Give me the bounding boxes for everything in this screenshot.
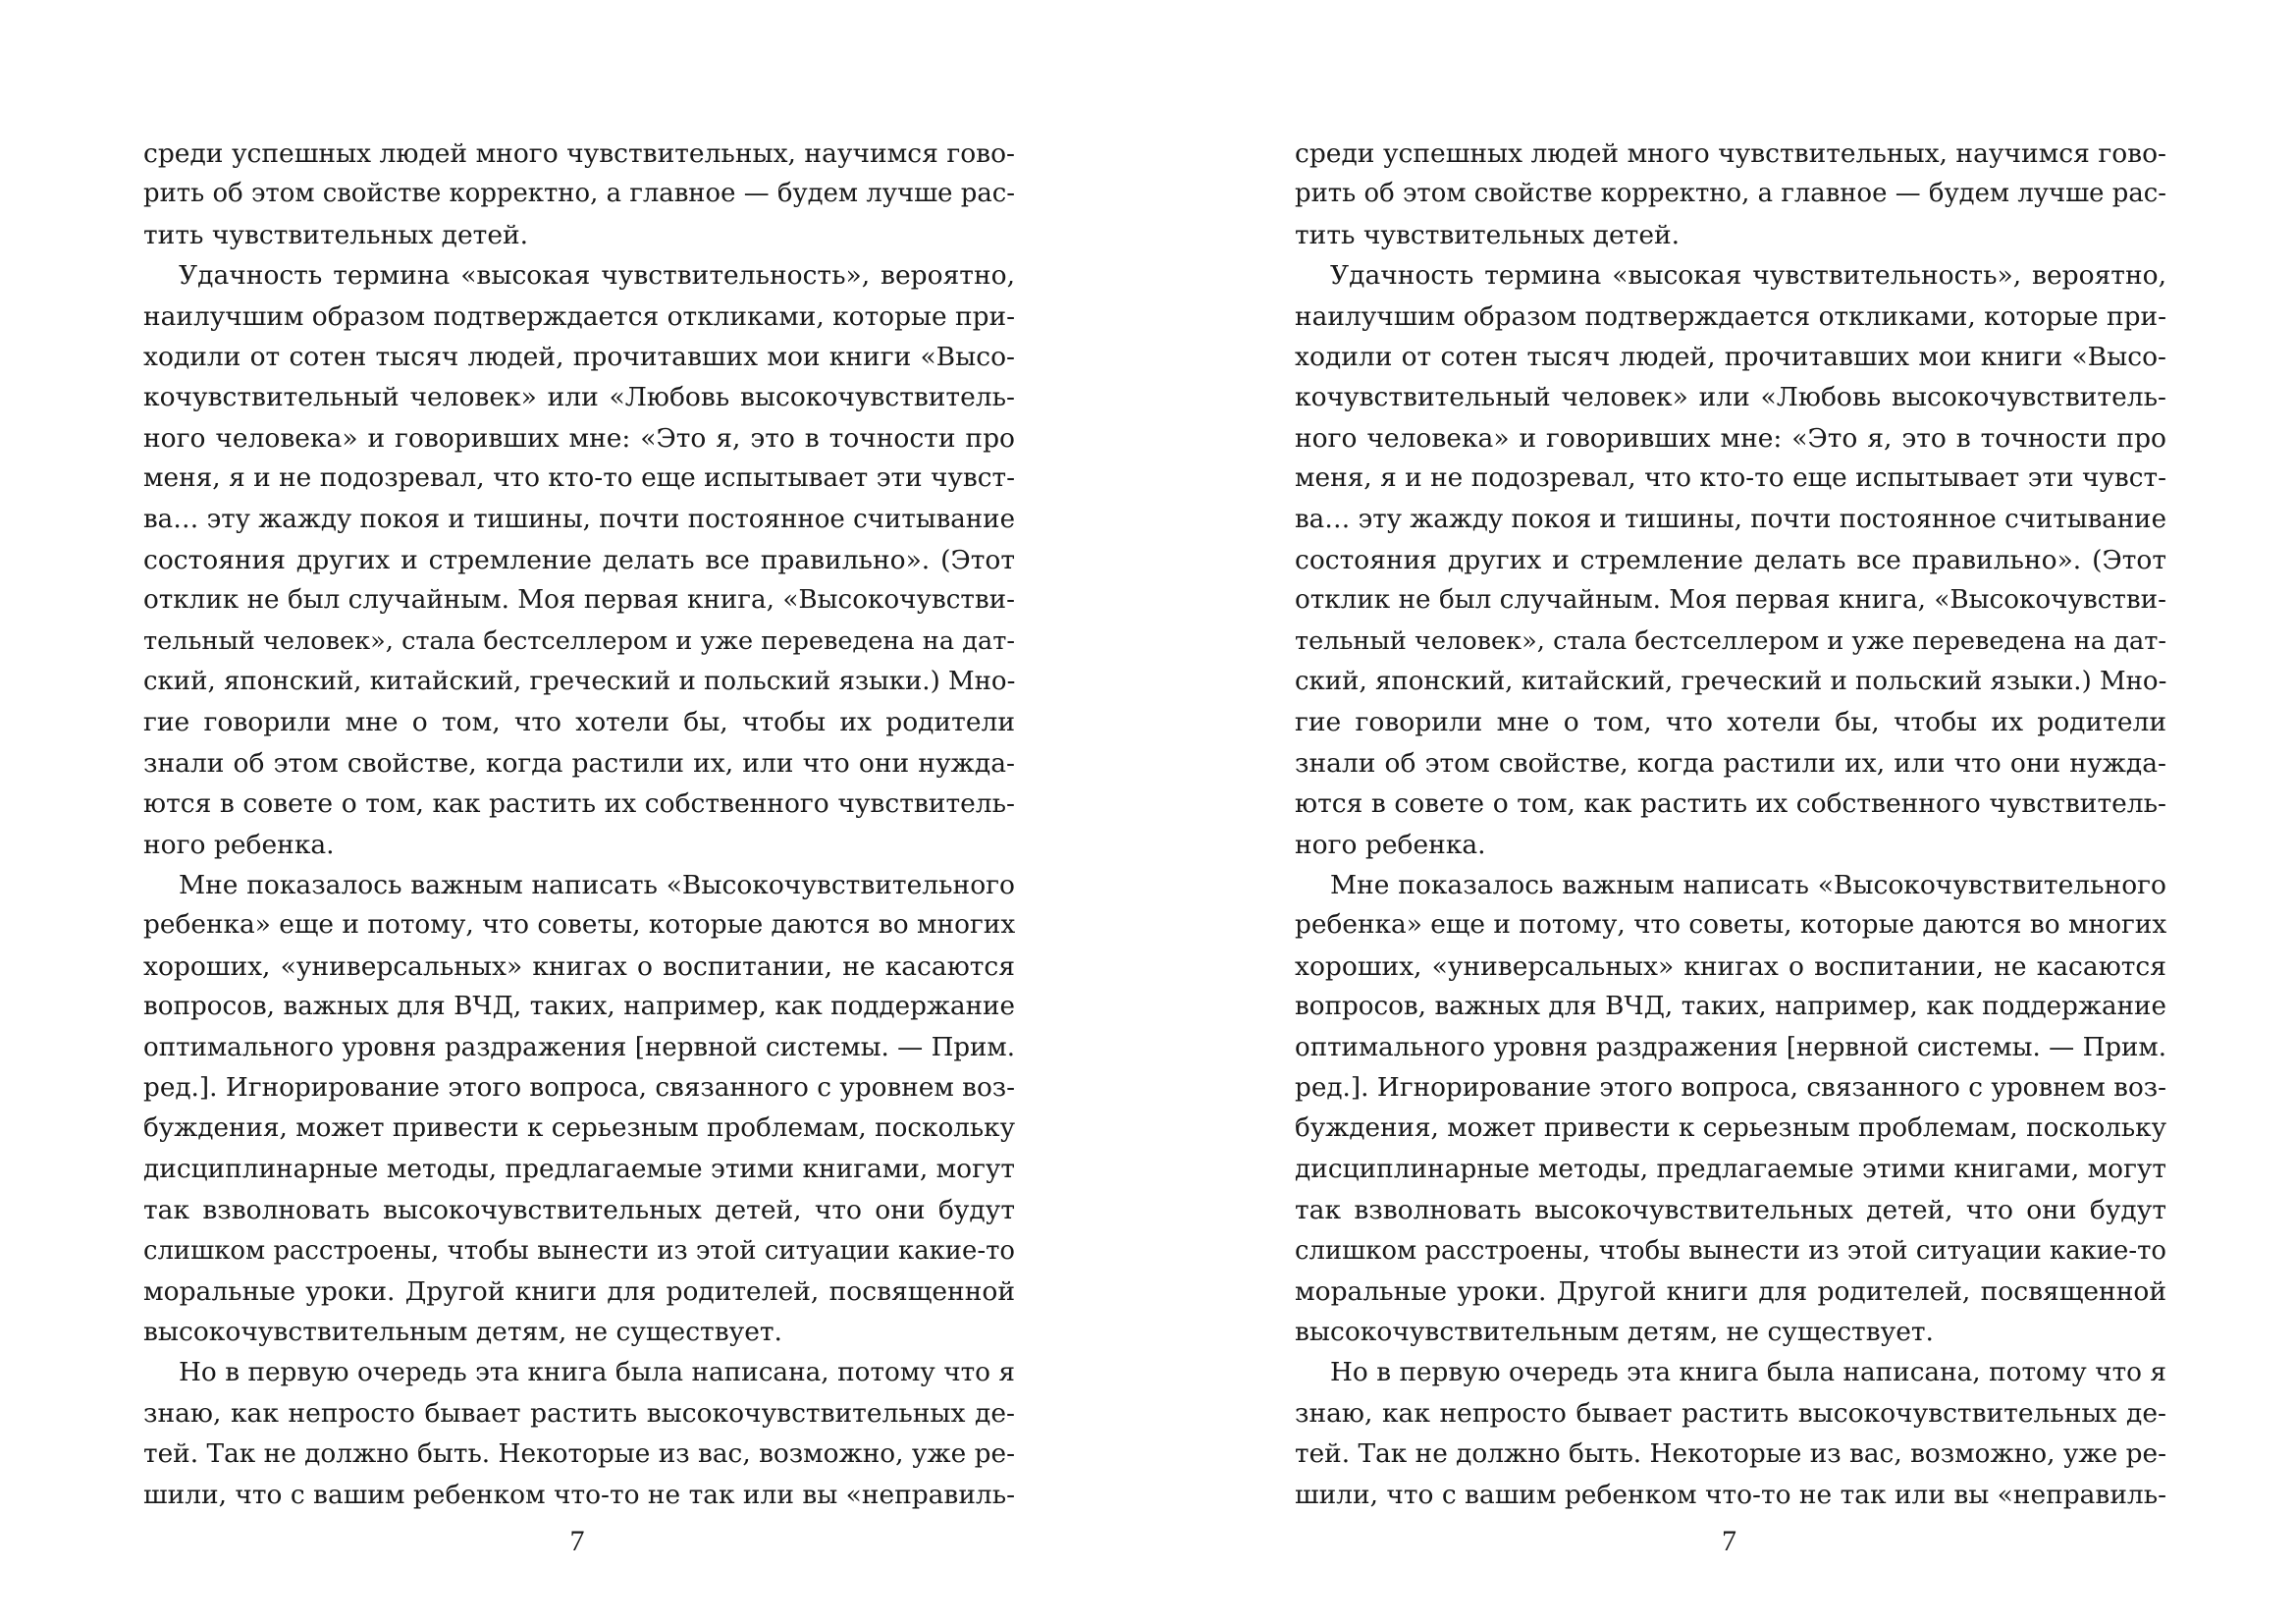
text-line: оптимального уровня раздражения [нервной системы. — Прим. [143, 1032, 1015, 1062]
text-line: гие говорили мне о том, что хотели бы, чтобы их родители [1295, 707, 2166, 738]
text-line: оптимального уровня раздражения [нервной системы. — Прим. [1295, 1032, 2166, 1062]
text-line: ский, японский, китайский, греческий и польский языки.) Мно- [1295, 667, 2167, 697]
text-line: Удачность термина «высокая чувствительность», вероятно, [179, 260, 1015, 292]
text-line: вопросов, важных для ВЧД, таких, например, как поддержание [143, 992, 1015, 1022]
text-line: ного ребенка. [143, 829, 335, 860]
text-line: рить об этом свойстве корректно, а главное — будем лучше рас- [1295, 179, 2166, 209]
right-page-body-text [1295, 134, 2166, 1515]
text-line: дисциплинарные методы, предлагаемые этими книгами, могут [1295, 1154, 2166, 1184]
text-line: знаю, как непросто бывает растить высокочувствительных де- [1295, 1398, 2166, 1430]
text-line: ного человека» и говоривших мне: «Это я, это в точности про [1295, 422, 2166, 454]
text-line: отклик не был случайным. Моя первая книга, «Высокочувстви- [143, 585, 1015, 616]
text-line: меня, я и не подозревал, что кто-то еще испытывает эти чувст- [143, 463, 1015, 494]
text-line: ходили от сотен тысяч людей, прочитавших мои книги «Высо- [143, 341, 1015, 372]
text-line: так взволновать высокочувствительных детей, что они будут [1295, 1195, 2166, 1226]
text-line: знали об этом свойстве, когда растили их, или что они нужда- [1295, 747, 2166, 779]
text-line: состояния других и стремление делать все правильно». (Этот [1295, 544, 2166, 575]
text-line: отклик не был случайным. Моя первая книга, «Высокочувстви- [1295, 585, 2166, 616]
text-line: шили, что с вашим ребенком что-то не так или вы «неправиль- [143, 1479, 1016, 1510]
text-line: слишком расстроены, чтобы вынести из этой ситуации какие-то [143, 1235, 1015, 1266]
left-page-body-text [143, 134, 1015, 1515]
text-line: знали об этом свойстве, когда растили их, или что они нужда- [143, 747, 1015, 779]
text-line: тить чувствительных детей. [1295, 219, 1681, 250]
text-line: тей. Так не должно быть. Некоторые из вас, возможно, уже ре- [1295, 1438, 2166, 1469]
text-line: ред.]. Игнорирование этого вопроса, связанного с уровнем воз- [143, 1072, 1015, 1103]
text-line: кочувствительный человек» или «Любовь высокочувствитель- [143, 382, 1015, 413]
text-line: буждения, может привести к серьезным проблемам, поскольку [143, 1113, 1015, 1144]
text-line: моральные уроки. Другой книги для родителей, посвященной [143, 1275, 1015, 1307]
text-line: хороших, «универсальных» книгах о воспитании, не касаются [143, 950, 1015, 982]
text-line: тельный человек», стала бестселлером и уже переведена на дат- [1295, 625, 2166, 656]
text-line: гие говорили мне о том, что хотели бы, чтобы их родители [143, 707, 1015, 738]
text-line: буждения, может привести к серьезным проблемам, поскольку [1295, 1113, 2166, 1144]
text-line: ва… эту жажду покоя и тишины, почти постоянное считывание [1295, 504, 2166, 534]
text-line: дисциплинарные методы, предлагаемые этими книгами, могут [143, 1154, 1015, 1184]
text-line: ред.]. Игнорирование этого вопроса, связанного с уровнем воз- [1295, 1072, 2166, 1103]
text-line: ва… эту жажду покоя и тишины, почти постоянное считывание [143, 504, 1015, 534]
text-line: ский, японский, китайский, греческий и польский языки.) Мно- [143, 667, 1016, 697]
right-page-number: 7 [1722, 1525, 1736, 1557]
text-line: ребенка» еще и потому, что советы, которые даются во многих [1295, 910, 2167, 941]
text-line: рить об этом свойстве корректно, а главное — будем лучше рас- [143, 179, 1015, 209]
text-line: высокочувствительным детям, не существует. [143, 1317, 782, 1348]
text-line: наилучшим образом подтверждается откликами, которые при- [1295, 300, 2167, 332]
text-line: Но в первую очередь эта книга была написана, потому что я [179, 1357, 1015, 1387]
text-line: Мне показалось важным написать «Высокочувствительного [179, 870, 1015, 901]
text-line: кочувствительный человек» или «Любовь высокочувствитель- [1295, 382, 2166, 413]
text-line: знаю, как непросто бывает растить высокочувствительных де- [143, 1398, 1015, 1430]
text-line: тельный человек», стала бестселлером и уже переведена на дат- [143, 625, 1015, 656]
text-line: ходили от сотен тысяч людей, прочитавших мои книги «Высо- [1295, 341, 2166, 372]
text-line: высокочувствительным детям, не существует. [1295, 1317, 1934, 1348]
text-line: Мне показалось важным написать «Высокочувствительного [1330, 870, 2166, 901]
text-line: ются в совете о том, как растить их собственного чувствитель- [1295, 788, 2166, 820]
left-page-number: 7 [569, 1525, 585, 1557]
text-line: наилучшим образом подтверждается откликами, которые при- [143, 300, 1016, 332]
text-line: ного ребенка. [1295, 829, 1486, 860]
text-line: так взволновать высокочувствительных детей, что они будут [143, 1195, 1015, 1226]
text-line: ного человека» и говоривших мне: «Это я, это в точности про [143, 422, 1015, 454]
text-line: Но в первую очередь эта книга была написана, потому что я [1330, 1357, 2166, 1387]
text-line: вопросов, важных для ВЧД, таких, например, как поддержание [1295, 992, 2166, 1022]
text-line: ются в совете о том, как растить их собственного чувствитель- [143, 788, 1015, 820]
text-line: тить чувствительных детей. [143, 219, 529, 250]
text-line: меня, я и не подозревал, что кто-то еще испытывает эти чувст- [1295, 463, 2166, 494]
text-line: среди успешных людей много чувствительных, научимся гово- [143, 138, 1015, 169]
text-line: шили, что с вашим ребенком что-то не так или вы «неправиль- [1295, 1479, 2167, 1510]
text-line: слишком расстроены, чтобы вынести из этой ситуации какие-то [1295, 1235, 2166, 1266]
text-line: ребенка» еще и потому, что советы, которые даются во многих [143, 910, 1016, 941]
text-line: состояния других и стремление делать все правильно». (Этот [143, 544, 1015, 575]
text-line: Удачность термина «высокая чувствительность», вероятно, [1330, 260, 2166, 292]
text-line: моральные уроки. Другой книги для родителей, посвященной [1295, 1275, 2166, 1307]
text-line: среди успешных людей много чувствительных, научимся гово- [1295, 138, 2166, 169]
right-page [1148, 0, 2296, 1624]
text-line: хороших, «универсальных» книгах о воспитании, не касаются [1295, 950, 2166, 982]
text-line: тей. Так не должно быть. Некоторые из вас, возможно, уже ре- [143, 1438, 1015, 1469]
